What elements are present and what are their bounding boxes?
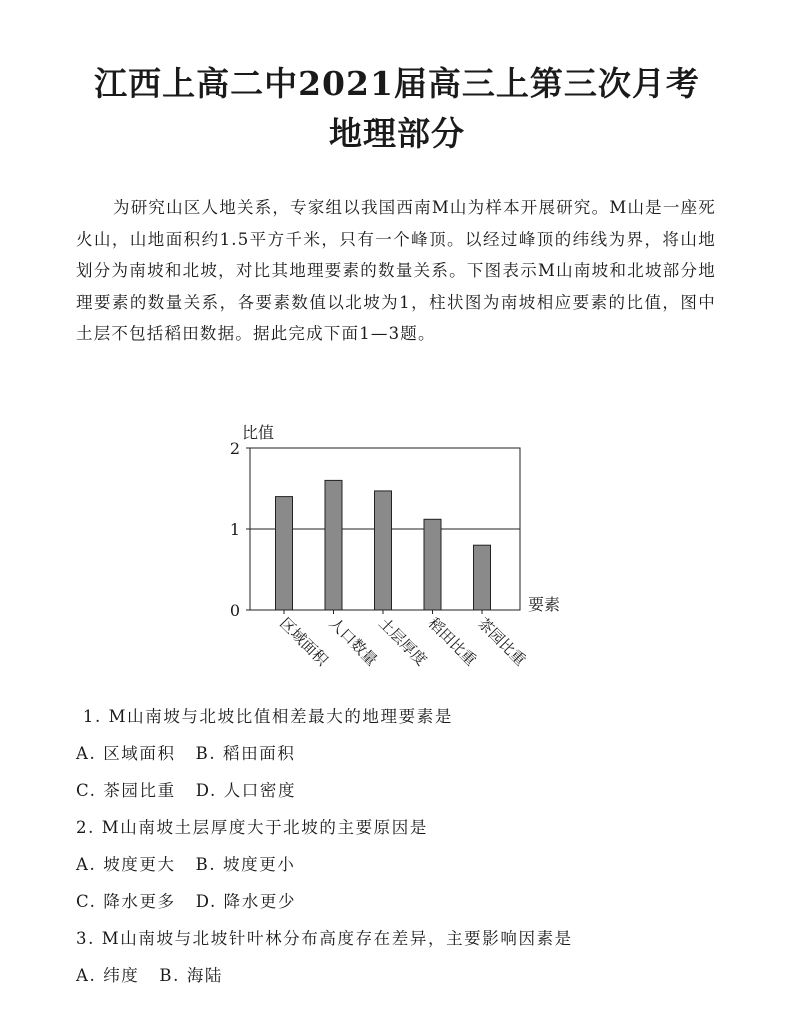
x-tick-label: 人口数量 — [325, 614, 381, 670]
question-2-options-row-1 — [76, 851, 295, 875]
option-c: C. 茶园比重 — [76, 781, 176, 800]
option-a: A. 坡度更大 — [76, 855, 176, 874]
question-3-options-row-1 — [76, 962, 223, 986]
question-1: 1. M山南坡与北坡比值相差最大的地理要素是 — [76, 707, 453, 726]
bar — [325, 480, 342, 610]
bar — [424, 519, 441, 610]
question-3: 3. M山南坡与北坡针叶林分布高度存在差异，主要影响因素是 — [76, 929, 573, 948]
option-b: B. 坡度更小 — [195, 855, 296, 874]
page-subtitle: 地理部分 — [329, 114, 465, 153]
option-d: D. 人口密度 — [195, 781, 297, 800]
y-tick-label: 1 — [229, 520, 240, 539]
x-tick-label: 土层厚度 — [375, 614, 431, 670]
x-tick-label: 茶园比重 — [474, 614, 530, 670]
option-b: B. 海陆 — [159, 966, 224, 985]
option-b: B. 稻田面积 — [195, 744, 296, 763]
bar — [276, 497, 293, 610]
bar — [474, 545, 491, 610]
x-tick-label: 区域面积 — [276, 614, 332, 670]
question-1-options-row-2 — [76, 777, 296, 801]
x-tick-label: 稻田比重 — [424, 614, 480, 670]
bar — [375, 491, 392, 610]
chart-ylabel: 比值 — [242, 423, 275, 442]
question-2-options-row-2 — [76, 888, 296, 912]
option-a: A. 纬度 — [76, 966, 140, 985]
page-title: 江西上高二中2021届高三上第三次月考 — [94, 64, 700, 103]
question-1-options-row-1 — [76, 740, 295, 764]
bar-chart — [220, 420, 561, 670]
option-a: A. 区域面积 — [76, 744, 176, 763]
y-tick-label: 0 — [229, 601, 240, 620]
option-c: C. 降水更多 — [76, 892, 176, 911]
y-tick-label: 2 — [229, 439, 240, 458]
question-2: 2. M山南坡土层厚度大于北坡的主要原因是 — [76, 818, 428, 837]
intro-paragraph: 为研究山区人地关系，专家组以我国西南M山为样本开展研究。M山是一座死火山，山地面积约1.5平方千米，只有一个峰顶。以经过峰顶的纬线为界，将山地划分为南坡和北坡，对比其地理要素的数量关系。下图表示M山南坡和北坡部分地理要素的数量关系，各要素数值以北坡为1，柱状图为南坡相应要素的比值，图中土层不包括稻田数据。据此完成下面1—3题。 — [76, 198, 716, 343]
option-d: D. 降水更少 — [195, 892, 297, 911]
chart-xlabel: 要素 — [528, 595, 561, 614]
